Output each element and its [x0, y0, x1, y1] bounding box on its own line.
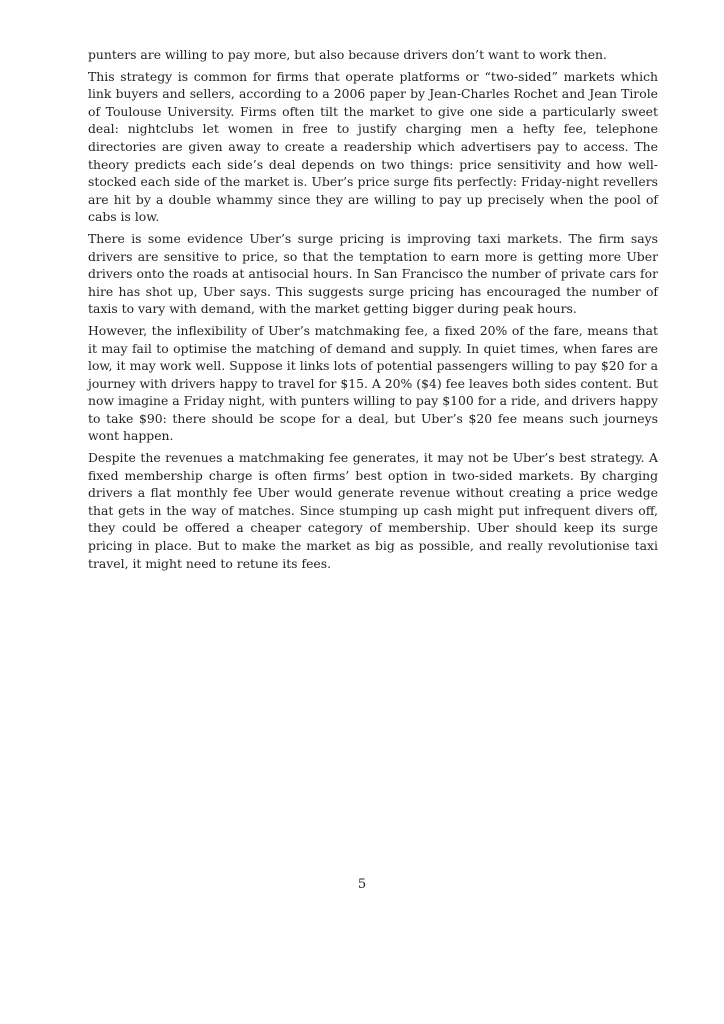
- paragraph-matchmaking-fee: However, the inflexibility of Uber’s matchmaking fee, a fixed 20% of the fare, means that it may fail to optimise the matching of demand and supply. In quiet times, when fares are low, it may work well. Suppose it links lots of potential passengers willing to pay $20 for a journey with drivers happy to travel for $15. A 20% ($4) fee leaves both sides content. But now imagine a Friday night, with punters willing to pay $100 for a ride, and drivers happy to take $90: there should be scope for a deal, but Uber’s $20 fee means such journeys wont happen.: [88, 322, 658, 444]
- page-number: 5: [357, 877, 367, 892]
- document-body: [88, 46, 658, 576]
- paragraph-membership-fee: Despite the revenues a matchmaking fee generates, it may not be Uber’s best strategy. A fixed membership charge is often firms’ best option in two-sided markets. By charging drivers a flat monthly fee Uber would generate revenue without creating a price wedge that gets in the way of matches. Since stumping up cash might put infrequent divers off, they could be offered a cheaper category of membership. Uber should keep its surge pricing in place. But to make the market as big as possible, and really revolutionise taxi travel, it might need to retune its fees.: [88, 450, 658, 571]
- paragraph-continuation: punters are willing to pay more, but also because drivers don’t want to work then.: [88, 47, 607, 62]
- paragraph-surge-evidence: There is some evidence Uber’s surge pricing is improving taxi markets. The firm says drivers are sensitive to price, so that the temptation to earn more is getting more Uber drivers onto the roads at antisocial hours. In San Francisco the number of private cars for hire has shot up, Uber says. This suggests surge pricing has encouraged the number of taxis to vary with demand, with the market getting bigger during peak hours.: [88, 230, 658, 317]
- paragraph-two-sided-markets: This strategy is common for firms that operate platforms or “two-sided” markets which link buyers and sellers, according to a 2006 paper by Jean-Charles Rochet and Jean Tirole of Toulouse University. Firms often tilt the market to give one side a particularly sweet deal: nightclubs let women in free to justify charging men a hefty fee, telephone directories are given away to create a readership which advertisers pay to access. The theory predicts each side’s deal depends on two things: price sensitivity and how well-stocked each side of the market is. Uber’s price surge fits perfectly: Friday-night revellers are hit by a double whammy since they are willing to pay up precisely when the pool of cabs is low.: [88, 68, 658, 225]
